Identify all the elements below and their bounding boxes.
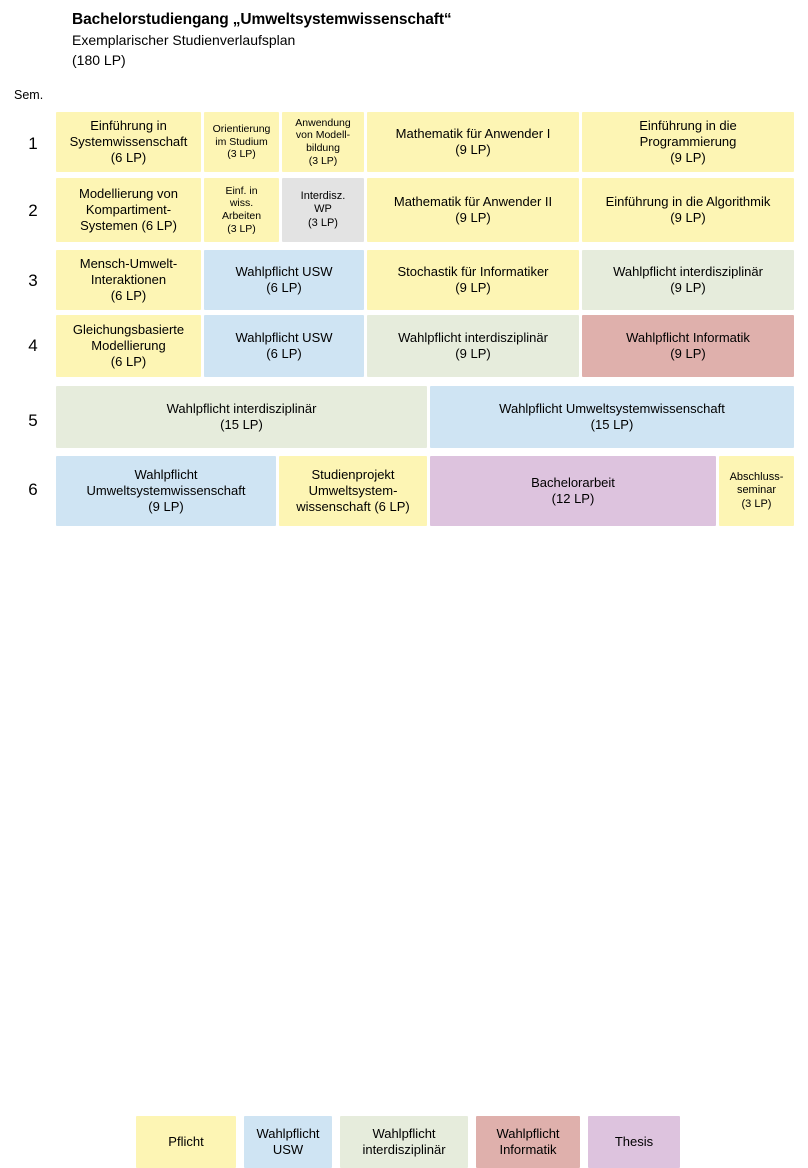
module-einfuehrung-algorithmik[interactable]: Einführung in die Algorithmik (9 LP) [582, 178, 794, 242]
module-einfuehrung-systemwissenschaft[interactable]: Einführung in Systemwissenschaft (6 LP) [56, 112, 201, 172]
page-title: Bachelorstudiengang „Umweltsystemwissenschaft“ [72, 11, 452, 28]
semester-label-6: 6 [28, 480, 38, 499]
module-wahlpflicht-informatik[interactable]: Wahlpflicht Informatik (9 LP) [582, 315, 794, 377]
module-abschlussseminar[interactable]: Abschluss- seminar (3 LP) [719, 456, 794, 526]
legend-item-wahlpflicht-usw: Wahlpflicht USW [244, 1116, 332, 1168]
module-wahlpflicht-interdisziplinaer-sem4[interactable]: Wahlpflicht interdisziplinär (9 LP) [367, 315, 579, 377]
module-orientierung-im-studium[interactable]: Orientierung im Studium (3 LP) [204, 112, 279, 172]
module-wahlpflicht-umweltsystemwissenschaft-sem6[interactable]: Wahlpflicht Umweltsystemwissenschaft (9 LP) [56, 456, 276, 526]
module-interdisziplinaeres-wp[interactable]: Interdisz. WP (3 LP) [282, 178, 364, 242]
module-mathematik-anwender-1[interactable]: Mathematik für Anwender I (9 LP) [367, 112, 579, 172]
module-mathematik-anwender-2[interactable]: Mathematik für Anwender II (9 LP) [367, 178, 579, 242]
module-wahlpflicht-interdisziplinaer-sem3[interactable]: Wahlpflicht interdisziplinär (9 LP) [582, 250, 794, 310]
page-subtitle: Exemplarischer Studienverlaufsplan [72, 31, 296, 48]
semester-label-3: 3 [28, 271, 38, 290]
module-wahlpflicht-interdisziplinaer-sem5[interactable]: Wahlpflicht interdisziplinär (15 LP) [56, 386, 427, 448]
semester-label-1: 1 [28, 134, 38, 153]
total-credits: (180 LP) [72, 51, 126, 68]
module-einf-wiss-arbeiten[interactable]: Einf. in wiss. Arbeiten (3 LP) [204, 178, 279, 242]
module-mensch-umwelt-interaktionen[interactable]: Mensch-Umwelt- Interaktionen (6 LP) [56, 250, 201, 310]
semester-label-5: 5 [28, 411, 38, 430]
legend-item-wahlpflicht-informatik: Wahlpflicht Informatik [476, 1116, 580, 1168]
module-stochastik-informatiker[interactable]: Stochastik für Informatiker (9 LP) [367, 250, 579, 310]
module-wahlpflicht-umweltsystemwissenschaft-sem5[interactable]: Wahlpflicht Umweltsystemwissenschaft (15 LP) [430, 386, 794, 448]
semester-label-4: 4 [28, 336, 38, 355]
semester-label-2: 2 [28, 201, 38, 220]
module-gleichungsbasierte-modellierung[interactable]: Gleichungsbasierte Modellierung (6 LP) [56, 315, 201, 377]
semester-column-header: Sem. [14, 88, 44, 102]
module-einfuehrung-programmierung[interactable]: Einführung in die Programmierung (9 LP) [582, 112, 794, 172]
legend-item-wahlpflicht-interdisziplinaer: Wahlpflicht interdisziplinär [340, 1116, 468, 1168]
legend-item-thesis: Thesis [588, 1116, 680, 1168]
module-wahlpflicht-usw-sem3[interactable]: Wahlpflicht USW (6 LP) [204, 250, 364, 310]
module-anwendung-modellbildung[interactable]: Anwendung von Modell- bildung (3 LP) [282, 112, 364, 172]
legend-item-pflicht: Pflicht [136, 1116, 236, 1168]
module-modellierung-kompartiment-systemen[interactable]: Modellierung von Kompartiment- Systemen (6 LP) [56, 178, 201, 242]
module-wahlpflicht-usw-sem4[interactable]: Wahlpflicht USW (6 LP) [204, 315, 364, 377]
module-bachelorarbeit[interactable]: Bachelorarbeit (12 LP) [430, 456, 716, 526]
module-studienprojekt-umweltsystemwissenschaft[interactable]: Studienprojekt Umweltsystem- wissenschaft (6 LP) [279, 456, 427, 526]
